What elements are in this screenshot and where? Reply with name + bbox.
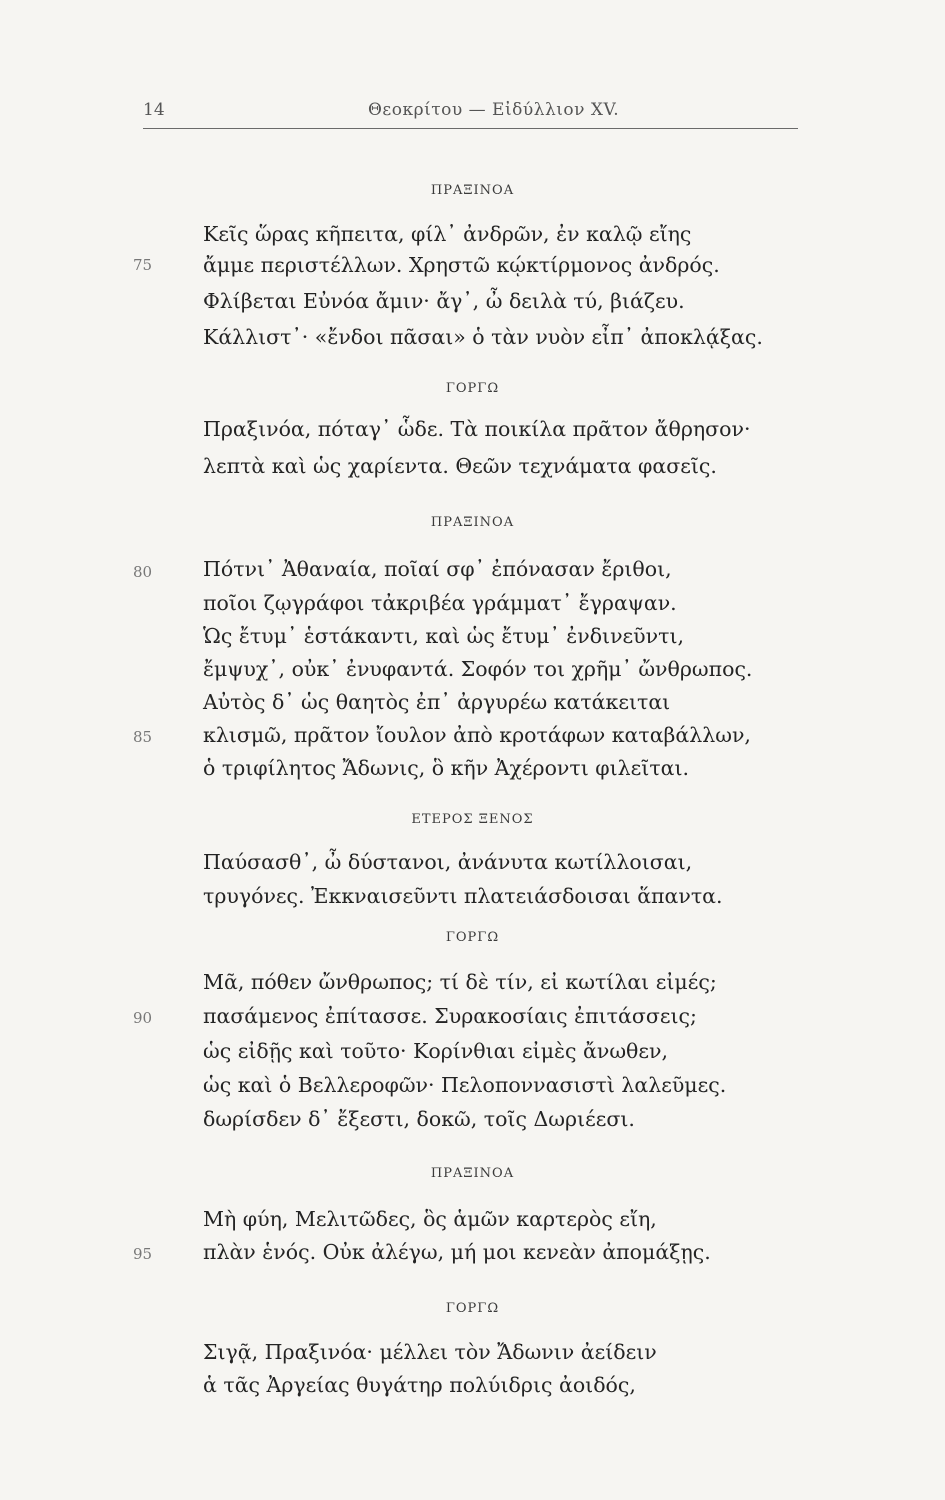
line-number: 95 <box>133 1245 153 1263</box>
verse-line: ἔμψυχ᾽, οὐκ᾽ ἐνυφαντά. Σοφόν τοι χρῆμ᾽ ὤνθρωπος. <box>203 657 753 681</box>
verse-line: ὡς εἰδῇς καὶ τοῦτο· Κορίνθιαι εἰμὲς ἄνωθεν, <box>203 1039 668 1063</box>
verse-line: Φλίβεται Εὐνόα ἄμιν· ἄγ᾽, ὦ δειλὰ τύ, βιάζευ. <box>203 289 685 313</box>
verse-line: πλὰν ἑνός. Οὐκ ἀλέγω, μή μοι κενεὰν ἀπομάξῃς. <box>203 1240 711 1264</box>
verse-line: Κάλλιστ᾽· «ἔνδοι πᾶσαι» ὁ τὰν νυὸν εἶπ᾽ ἀποκλᾴξας. <box>203 325 763 349</box>
verse-line: ἁ τᾶς Ἀργείας θυγάτηρ πολύιδρις ἀοιδός, <box>203 1373 636 1397</box>
line-number: 80 <box>133 563 153 581</box>
speaker-heading: ΠΡΑΞΙΝΟΑ <box>430 183 515 198</box>
running-title: Θεοκρίτου — Εἰδύλλιον ΧV. <box>368 100 620 120</box>
speaker-heading: ΓΟΡΓΩ <box>445 381 500 396</box>
verse-line: δωρίσδεν δ᾽ ἔξεστι, δοκῶ, τοῖς Δωριέεσι. <box>203 1107 635 1131</box>
speaker-heading: ΓΟΡΓΩ <box>445 930 500 945</box>
line-number: 75 <box>133 256 153 274</box>
page-number: 14 <box>143 100 165 120</box>
verse-line: κλισμῶ, πρᾶτον ἴουλον ἀπὸ κροτάφων καταβάλλων, <box>203 723 751 747</box>
verse-line: Παύσασθ᾽, ὦ δύστανοι, ἀνάνυτα κωτίλλοισαι, <box>203 850 693 874</box>
speaker-heading: ΠΡΑΞΙΝΟΑ <box>430 1166 515 1181</box>
header-rule <box>143 128 798 129</box>
verse-line: ὁ τριφίλητος Ἄδωνις, ὃ κῆν Ἀχέροντι φιλεῖται. <box>203 756 690 780</box>
verse-line: Πραξινόα, πόταγ᾽ ὧδε. Τὰ ποικίλα πρᾶτον ἄθρησον· <box>203 417 751 441</box>
verse-line: Σιγᾷ, Πραξινόα· μέλλει τὸν Ἄδωνιν ἀείδειν <box>203 1340 657 1364</box>
verse-line: ποῖοι ζῳγράφοι τἀκριβέα γράμματ᾽ ἔγραψαν. <box>203 591 677 615</box>
verse-line: Μᾶ, πόθεν ὤνθρωπος; τί δὲ τίν, εἰ κωτίλαι εἰμές; <box>203 970 717 994</box>
verse-line: τρυγόνες. Ἐκκναισεῦντι πλατειάσδοισαι ἅπαντα. <box>203 884 723 908</box>
line-number: 90 <box>133 1009 153 1027</box>
verse-line: ἄμμε περιστέλλων. Χρηστῶ κῴκτίρμονος ἀνδρός. <box>203 253 720 277</box>
verse-line: Κεῖς ὥρας κῆπειτα, φίλ᾽ ἀνδρῶν, ἐν καλῷ εἴης <box>203 222 692 246</box>
speaker-heading: ΕΤΕΡΟΣ ΞΕΝΟΣ <box>411 812 534 827</box>
line-number: 85 <box>133 728 153 746</box>
verse-line: Ὡς ἔτυμ᾽ ἑστάκαντι, καὶ ὡς ἔτυμ᾽ ἐνδινεῦντι, <box>203 624 684 648</box>
verse-line: Αὐτὸς δ᾽ ὡς θαητὸς ἐπ᾽ ἀργυρέω κατάκειται <box>203 690 671 714</box>
speaker-heading: ΓΟΡΓΩ <box>445 1301 500 1316</box>
verse-line: Μὴ φύη, Μελιτῶδες, ὃς ἁμῶν καρτερὸς εἴη, <box>203 1207 657 1231</box>
verse-line: λεπτὰ καὶ ὡς χαρίεντα. Θεῶν τεχνάματα φασεῖς. <box>203 454 717 478</box>
verse-line: Πότνι᾽ Ἀθαναία, ποῖαί σφ᾽ ἐπόνασαν ἔριθοι, <box>203 557 672 581</box>
verse-line: πασάμενος ἐπίτασσε. Συρακοσίαις ἐπιτάσσεις; <box>203 1004 697 1028</box>
verse-line: ὡς καὶ ὁ Βελλεροφῶν· Πελοποννασιστὶ λαλεῦμες. <box>203 1073 727 1097</box>
speaker-heading: ΠΡΑΞΙΝΟΑ <box>430 515 515 530</box>
